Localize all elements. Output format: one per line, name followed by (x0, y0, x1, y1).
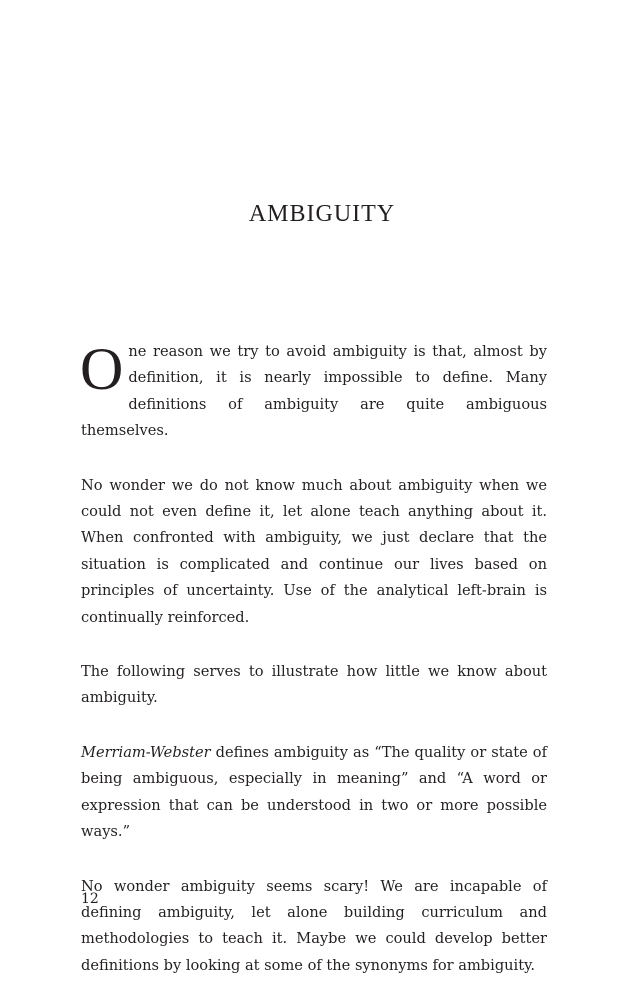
paragraph-2: No wonder we do not know much about ambiguity when we could not even define it, let alone teach anything about it. When confronted with ambiguity, we just declare that the situation is complicated and continue our lives based on principles of uncertainty. Use of the analytical left-brain is continually reinforced. (81, 476, 547, 626)
paragraph-4 (81, 740, 547, 846)
source-title: Merriam-Webster (81, 743, 211, 761)
paragraph-1-text: ne reason we try to avoid ambiguity is that, almost by definition, it is nearly impossible to define. Many definitions of ambiguity are quite ambiguous themselves. (81, 343, 547, 440)
page-number: 12 (81, 891, 99, 907)
paragraph-4-text: defines ambiguity as “The quality or state of being ambiguous, especially in meaning” and “A word or expression that can be understood in two or more possible ways.” (81, 743, 547, 841)
body-text (80, 336, 547, 1007)
paragraph-1 (80, 336, 547, 445)
drop-cap: O (80, 336, 124, 402)
paragraph-3: The following serves to illustrate how little we know about ambiguity. (81, 663, 547, 707)
paragraph-5: No wonder ambiguity seems scary! We are incapable of defining ambiguity, let alone building curriculum and methodologies to teach it. Maybe we could develop better definitions by looking at some of the synonyms for ambiguity. (81, 877, 547, 974)
chapter-title: AMBIGUITY (248, 201, 396, 227)
